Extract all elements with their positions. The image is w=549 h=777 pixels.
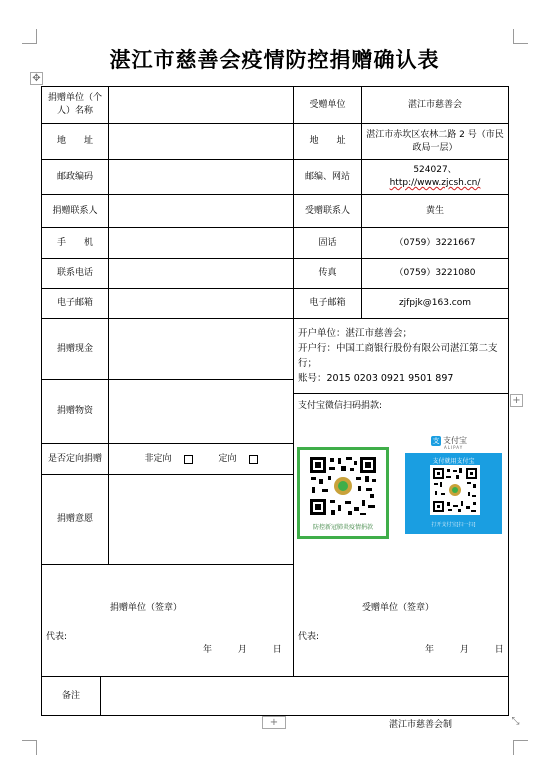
recipient-contact-label: 受赠联系人 bbox=[304, 205, 350, 216]
alipay-brand-sub: ALIPAY bbox=[444, 445, 464, 450]
fax-label: 传真 bbox=[318, 268, 337, 278]
alipay-logo-icon: 支 bbox=[432, 436, 440, 445]
directed-option-label: 定向 bbox=[218, 453, 237, 464]
mobile-label: 手 机 bbox=[56, 237, 93, 248]
remarks-field[interactable] bbox=[101, 677, 508, 715]
bank-info bbox=[298, 319, 504, 393]
recipient-signature-label: 受赠单位（签章） bbox=[362, 603, 435, 613]
bank-account-unit: 开户单位：湛江市慈善会； bbox=[298, 328, 413, 339]
payment-scan-label: 支付宝微信扫码捐款: bbox=[298, 401, 383, 411]
contact-phone-field[interactable] bbox=[109, 259, 293, 288]
bank-account-number: 账号：2015 0203 0921 9501 897 bbox=[298, 373, 454, 384]
donor-date-year: 年 bbox=[203, 645, 213, 655]
donor-unit-label: 捐赠单位（个人）名称 bbox=[47, 93, 102, 116]
wechat-qr-card bbox=[297, 447, 389, 539]
donor-unit-field[interactable] bbox=[109, 87, 293, 123]
alipay-qr-card bbox=[405, 453, 502, 534]
contact-phone-label: 联系电话 bbox=[56, 268, 93, 278]
crop-mark-bottom-left bbox=[22, 740, 37, 755]
recipient-signature-field[interactable] bbox=[333, 626, 503, 640]
recipient-unit-value: 湛江市慈善会 bbox=[407, 99, 462, 110]
donor-date-month: 月 bbox=[237, 645, 247, 655]
phone-value: （0759）3221667 bbox=[394, 237, 476, 248]
recipient-email-value: zjfpjk@163.com bbox=[398, 298, 472, 308]
cash-field[interactable] bbox=[109, 319, 293, 379]
alipay-qr-header: 支付就用支付宝 bbox=[432, 458, 475, 465]
directed-options bbox=[109, 444, 293, 474]
crop-mark-top-left bbox=[22, 29, 37, 44]
phone-label: 固话 bbox=[318, 237, 337, 248]
cash-label: 捐赠现金 bbox=[56, 343, 93, 354]
wechat-qr-caption: 防控新冠肺炎疫情捐款 bbox=[312, 524, 373, 531]
donor-contact-field[interactable] bbox=[109, 195, 293, 227]
recipient-address-value: 湛江市赤坎区农林二路 2 号（市民政局一层） bbox=[366, 129, 504, 153]
non-directed-label: 非定向 bbox=[144, 453, 172, 464]
donor-date bbox=[203, 642, 282, 655]
recipient-date-day: 日 bbox=[494, 645, 504, 655]
directed-checkbox[interactable] bbox=[249, 455, 258, 464]
donor-signature-label: 捐赠单位（签章） bbox=[110, 603, 183, 613]
postal-website-value bbox=[362, 160, 508, 194]
donor-signature-field[interactable] bbox=[81, 626, 281, 640]
postal-code-label: 邮政编码 bbox=[56, 171, 93, 182]
recipient-contact-value: 黄生 bbox=[425, 205, 444, 216]
wish-label: 捐赠意愿 bbox=[56, 514, 93, 524]
recipient-address-label: 地 址 bbox=[309, 136, 346, 146]
donor-contact-label: 捐赠联系人 bbox=[52, 205, 98, 216]
recipient-rep-label: 代表: bbox=[298, 632, 320, 642]
donation-form-table bbox=[41, 86, 509, 716]
goods-label: 捐赠物资 bbox=[56, 406, 93, 416]
recipient-unit-label: 受赠单位 bbox=[309, 99, 346, 110]
crop-mark-bottom-right bbox=[513, 740, 528, 755]
fax-value: （0759）3221080 bbox=[394, 268, 476, 278]
donor-email-label: 电子邮箱 bbox=[56, 298, 93, 308]
add-column-handle[interactable]: + bbox=[510, 394, 523, 407]
recipient-date-year: 年 bbox=[425, 645, 435, 655]
donor-address-label: 地 址 bbox=[56, 136, 93, 146]
crop-mark-top-right bbox=[513, 29, 528, 44]
goods-field[interactable] bbox=[109, 380, 293, 443]
wish-field[interactable] bbox=[109, 475, 293, 564]
page-title: 湛江市慈善会疫情防控捐赠确认表 bbox=[109, 47, 440, 72]
alipay-qr-footer: 打开支付宝[扫一扫] bbox=[431, 522, 476, 528]
recipient-website-link[interactable]: http://www.zjcsh.cn/ bbox=[389, 178, 481, 188]
alipay-brand-name: 支付宝 bbox=[443, 436, 467, 445]
bank-name: 开户行：中国工商银行股份有限公司湛江第二支行； bbox=[298, 343, 498, 369]
recipient-date bbox=[425, 642, 504, 655]
recipient-postal-code: 524027、 bbox=[413, 165, 457, 175]
donor-email-field[interactable] bbox=[109, 289, 293, 318]
alipay-qr-icon bbox=[432, 467, 478, 513]
donor-address-field[interactable] bbox=[109, 124, 293, 159]
non-directed-checkbox[interactable] bbox=[184, 455, 193, 464]
recipient-date-month: 月 bbox=[459, 645, 469, 655]
donor-date-day: 日 bbox=[272, 645, 282, 655]
wechat-qr-icon bbox=[308, 455, 378, 517]
directed-label: 是否定向捐赠 bbox=[47, 453, 102, 464]
table-move-handle[interactable]: ✥ bbox=[30, 72, 43, 85]
remarks-label: 备注 bbox=[61, 690, 80, 701]
footer-producer: 湛江市慈善会制 bbox=[389, 720, 453, 730]
postal-website-label: 邮编、网站 bbox=[304, 171, 350, 182]
donor-rep-label: 代表: bbox=[46, 632, 68, 642]
resize-table-handle[interactable]: ⤡ bbox=[511, 716, 520, 727]
postal-code-field[interactable] bbox=[109, 160, 293, 194]
mobile-field[interactable] bbox=[109, 228, 293, 258]
recipient-email-label: 电子邮箱 bbox=[309, 298, 346, 308]
add-row-handle[interactable]: + bbox=[262, 716, 286, 729]
